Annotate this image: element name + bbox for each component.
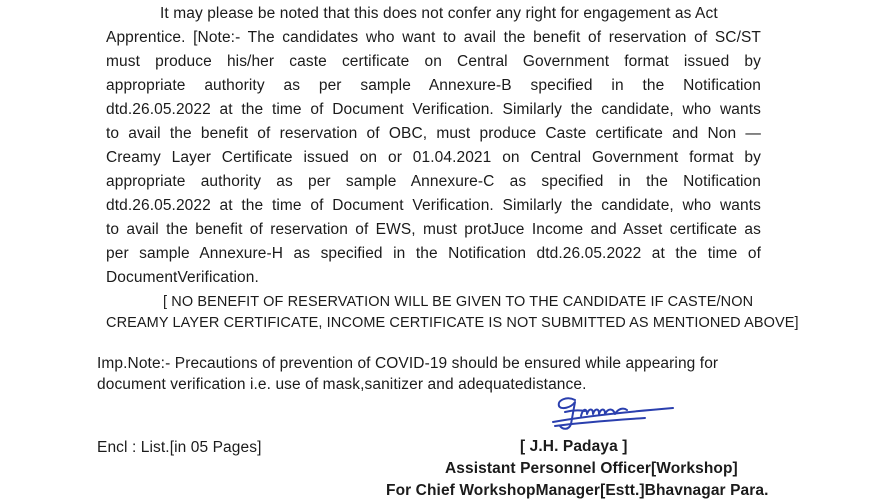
paragraph-line-10: to avail the benefit of reservation of EWS, must protJuce Income and Asset certificate as <box>106 221 761 238</box>
paragraph-line-9: dtd.26.05.2022 at the time of Document Verification. Similarly the candidate, who wants <box>106 197 761 214</box>
paragraph-line-5: dtd.26.05.2022 at the time of Document Verification. Similarly the candidate, who wants <box>106 101 761 118</box>
reservation-notice-line-1: [ NO BENEFIT OF RESERVATION WILL BE GIVEN TO THE CANDIDATE IF CASTE/NON <box>163 294 754 310</box>
paragraph-line-3: must produce his/her caste certificate on Central Government format issued by <box>106 53 761 70</box>
paragraph-line-1: It may please be noted that this does not confer any right for engagement as Act <box>160 5 718 22</box>
paragraph-line-11: per sample Annexure-H as specified in the Notification dtd.26.05.2022 at the time of <box>106 245 761 262</box>
paragraph-line-6: to avail the benefit of reservation of OBC, must produce Caste certificate and Non — <box>106 125 761 142</box>
paragraph-line-4: appropriate authority as per sample Annexure-B specified in the Notification <box>106 77 761 94</box>
imp-note-line-2: document verification i.e. use of mask,sanitizer and adequatedistance. <box>97 376 587 393</box>
signatory-for-line: For Chief WorkshopManager[Estt.]Bhavnagar Para. <box>386 482 769 499</box>
paragraph-line-12: DocumentVerification. <box>106 269 259 286</box>
signatory-name: [ J.H. Padaya ] <box>520 438 628 455</box>
enclosure-note: Encl : List.[in 05 Pages] <box>97 439 262 456</box>
reservation-notice-line-2: CREAMY LAYER CERTIFICATE, INCOME CERTIFICATE IS NOT SUBMITTED AS MENTIONED ABOVE] <box>106 315 799 331</box>
paragraph-line-8: appropriate authority as per sample Annexure-C as specified in the Notification <box>106 173 761 190</box>
paragraph-line-7: Creamy Layer Certificate issued on or 01.04.2021 on Central Government format by <box>106 149 761 166</box>
signatory-designation: Assistant Personnel Officer[Workshop] <box>445 460 738 477</box>
paragraph-line-2: Apprentice. [Note:- The candidates who want to avail the benefit of reservation of SC/ST <box>106 29 761 46</box>
handwritten-signature-icon <box>545 392 680 436</box>
imp-note-line-1: Imp.Note:- Precautions of prevention of COVID-19 should be ensured while appearing for <box>97 355 719 372</box>
